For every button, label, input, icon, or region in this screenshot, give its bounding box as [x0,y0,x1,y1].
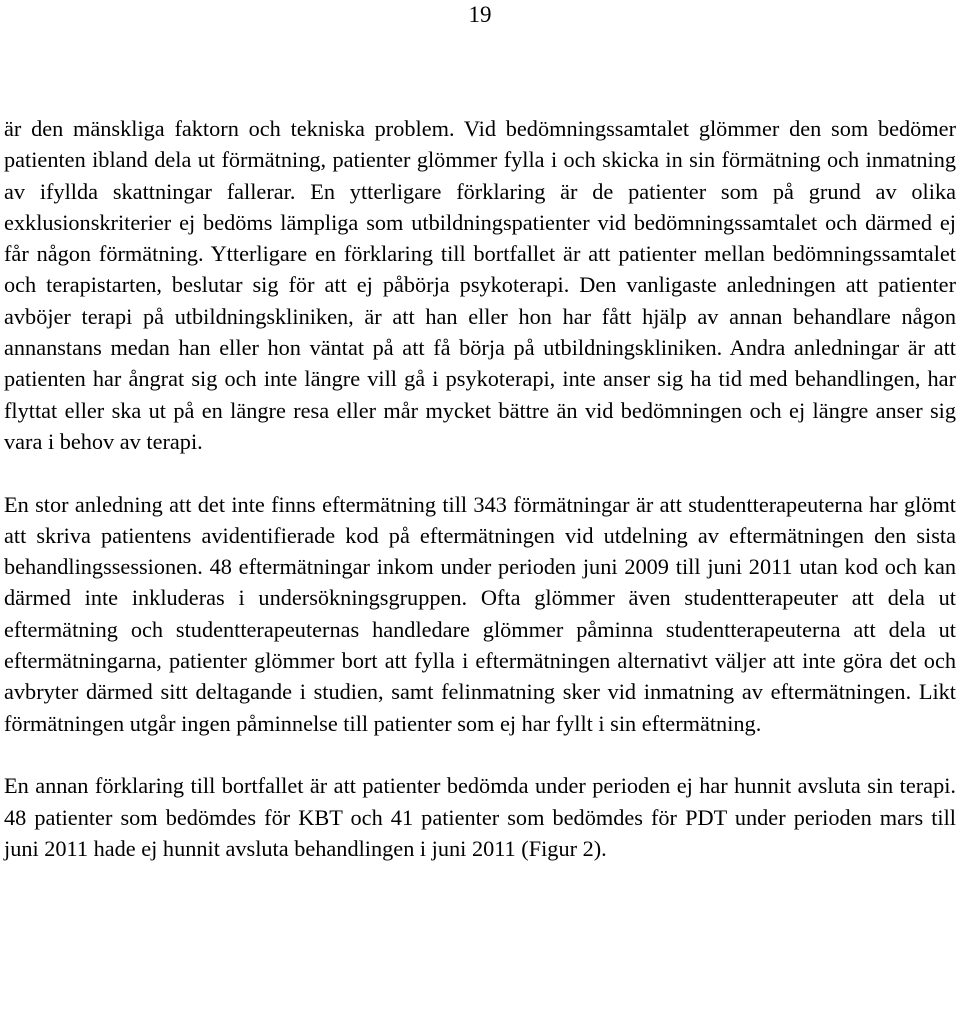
paragraph-missing-post-measurement: En stor anledning att det inte finns eftermätning till 343 förmätningar är att studentterapeuterna har glömt att skriva patientens avidentifierade kod på eftermätningen vid utdelning av eftermätningen den sista behandlingssessionen. 48 eftermätningar inkom under perioden juni 2009 till juni 2011 utan kod och kan därmed inte inkluderas i undersökningsgruppen. Ofta glömmer även studentterapeuter att dela ut eftermätning och studentterapeuternas handledare glömmer påminna studentterapeuterna att dela ut eftermätningarna, patienter glömmer bort att fylla i eftermätningen alternativt väljer att inte göra det och avbryter därmed sitt deltagande i studien, samt felinmatning sker vid inmatning av eftermätningen. Likt förmätningen utgår ingen påminnelse till patienter som ej har fyllt i sin eftermätning. [4,491,956,736]
paragraph-unfinished-therapy: En annan förklaring till bortfallet är att patienter bedömda under perioden ej har hunnit avsluta sin terapi. 48 patienter som bedömdes för KBT och 41 patienter som bedömdes för PDT under perioden mars till juni 2011 hade ej hunnit avsluta behandlingen i juni 2011 (Figur 2). [4,773,956,861]
page-number: 19 [468,2,492,27]
paragraph-dropout-reasons: är den mänskliga faktorn och tekniska problem. Vid bedömningssamtalet glömmer den som bedömer patienten ibland dela ut förmätning, patienter glömmer fylla i och skicka in sin förmätning och inmatning av ifyllda skattningar fallerar. En ytterligare förklaring är de patienter som på grund av olika exklusionskriterier ej bedöms lämpliga som utbildningspatienter vid bedömningssamtalet och därmed ej får någon förmätning. Ytterligare en förklaring till bortfallet är att patienter mellan bedömningssamtalet och terapistarten, beslutar sig för att ej påbörja psykoterapi. Den vanligaste anledningen att patienter avböjer terapi på utbildningskliniken, är att han eller hon har fått hjälp av annan behandlare någon annanstans medan han eller hon väntat på att få börja på utbildningskliniken. Andra anledningar är att patienten har ångrat sig och inte längre vill gå i psykoterapi, inte anser sig ha tid med behandlingen, har flyttat eller ska ut på en längre resa eller mår mycket bättre än vid bedömningen och ej längre anser sig vara i behov av terapi. [4,116,956,454]
body-text [4,113,956,864]
